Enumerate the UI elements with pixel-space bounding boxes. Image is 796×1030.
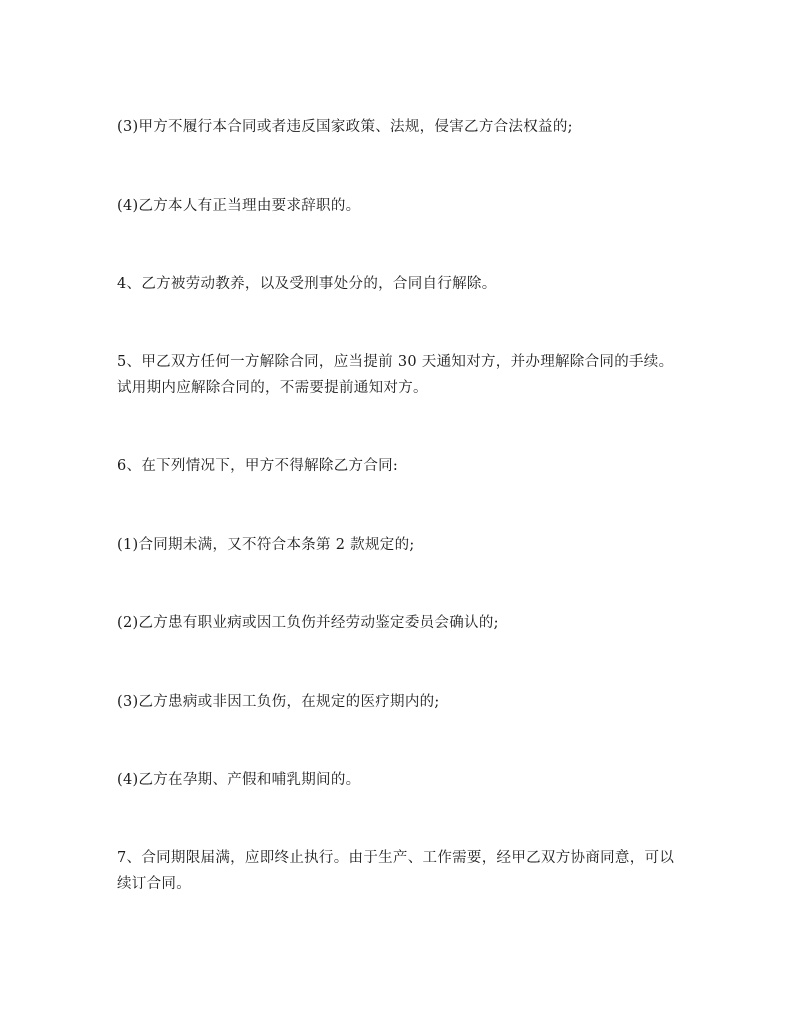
clause-paragraph: (2)乙方患有职业病或因工负伤并经劳动鉴定委员会确认的;	[117, 615, 499, 631]
clause-paragraph: (1)合同期未满，又不符合本条第 2 款规定的;	[117, 537, 415, 553]
clause-paragraph: (4)乙方本人有正当理由要求辞职的。	[117, 198, 361, 214]
clause-paragraph: 7、合同期限届满，应即终止执行。由于生产、工作需要，经甲乙双方协商同意，可以续订合同。	[117, 850, 675, 892]
clause-paragraph: (4)乙方在孕期、产假和哺乳期间的。	[117, 772, 361, 788]
clause-paragraph: 4、乙方被劳动教养，以及受刑事处分的，合同自行解除。	[117, 276, 497, 292]
clause-paragraph: 5、甲乙双方任何一方解除合同，应当提前 30 天通知对方，并办理解除合同的手续。试用期内应解除合同的，不需要提前通知对方。	[117, 354, 674, 396]
clause-paragraph: (3)甲方不履行本合同或者违反国家政策、法规，侵害乙方合法权益的;	[117, 119, 573, 135]
clause-paragraph: 6、在下列情况下，甲方不得解除乙方合同:	[117, 458, 399, 474]
clause-paragraph: (3)乙方患病或非因工负伤，在规定的医疗期内的;	[117, 694, 440, 710]
